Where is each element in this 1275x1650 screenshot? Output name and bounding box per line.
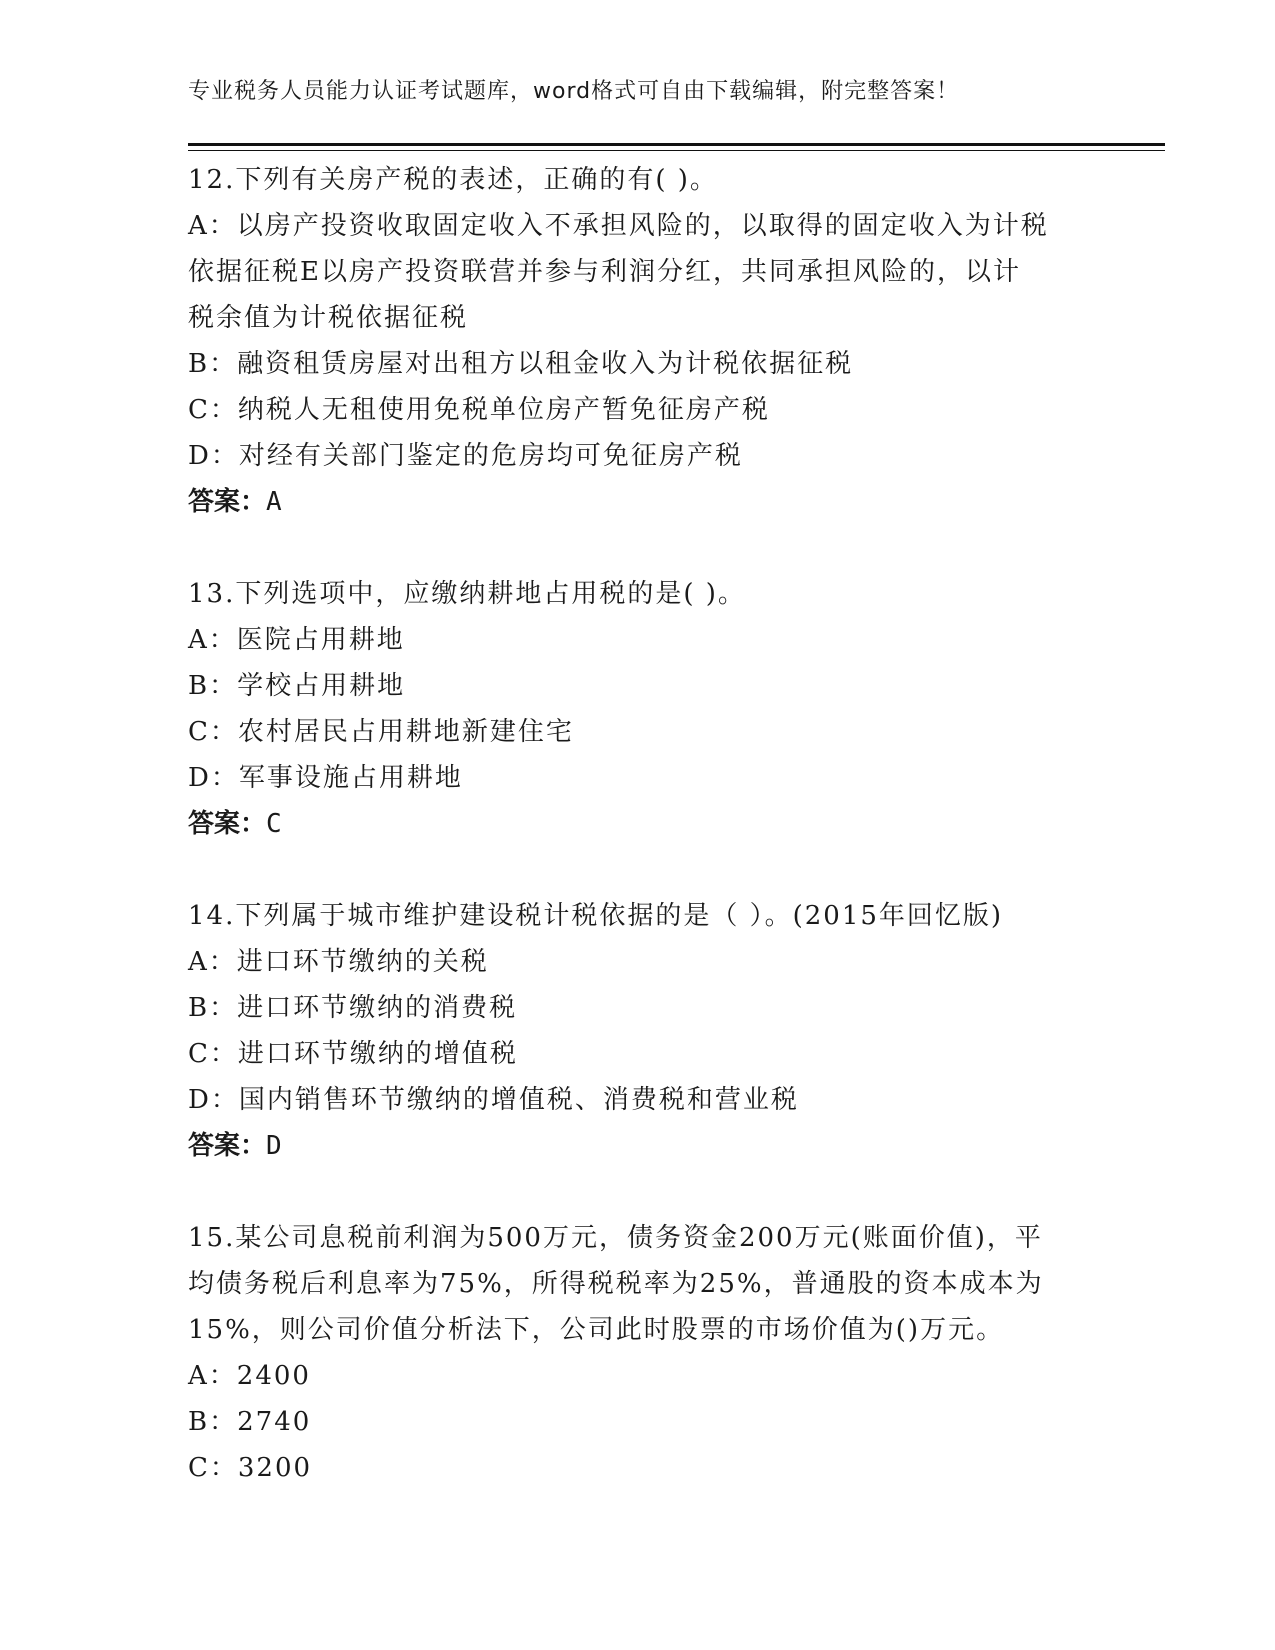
question-stem: 13.下列选项中，应缴纳耕地占用税的是( )。 (188, 579, 746, 609)
answer-label: 答案： (188, 487, 267, 517)
question-stem-cont: 均债务税后利息率为75%，所得税税率为25%，普通股的资本成本为 (188, 1269, 1044, 1299)
option-c: C：3200 (188, 1453, 313, 1483)
question-stem: 14.下列属于城市维护建设税计税依据的是（ ）。(2015年回忆版) (188, 901, 1004, 931)
answer-value: D (266, 1131, 282, 1161)
question-block (188, 157, 1088, 525)
question-list (188, 157, 1088, 1491)
option-b: B：融资租赁房屋对出租方以租金收入为计税依据征税 (188, 349, 854, 379)
question-stem-cont: 15%，则公司价值分析法下，公司此时股票的市场价值为()万元。 (188, 1315, 1005, 1345)
answer-line (188, 801, 1088, 847)
page-header: 专业税务人员能力认证考试题库，word格式可自由下载编辑，附完整答案！ (188, 79, 960, 104)
question-block (188, 571, 1088, 847)
answer-label: 答案： (188, 1131, 267, 1161)
option-a: A：进口环节缴纳的关税 (188, 947, 489, 977)
option-c: C：农村居民占用耕地新建住宅 (188, 717, 574, 747)
option-d: D：军事设施占用耕地 (188, 763, 463, 793)
option-a: A：2400 (188, 1361, 311, 1391)
option-b: B：进口环节缴纳的消费税 (188, 993, 518, 1023)
option-a-cont: 依据征税E以房产投资联营并参与利润分红，共同承担风险的，以计 (188, 257, 1021, 287)
question-block (188, 893, 1088, 1169)
option-c: C：进口环节缴纳的增值税 (188, 1039, 518, 1069)
header-rule-thin (188, 150, 1165, 151)
answer-line (188, 1123, 1088, 1169)
option-a-cont: 税余值为计税依据征税 (188, 303, 469, 333)
answer-label: 答案： (188, 809, 267, 839)
option-d: D：国内销售环节缴纳的增值税、消费税和营业税 (188, 1085, 799, 1115)
option-a: A：医院占用耕地 (188, 625, 405, 655)
answer-value: C (266, 809, 282, 839)
answer-value: A (266, 487, 282, 517)
question-block (188, 1215, 1088, 1491)
question-stem: 15.某公司息税前利润为500万元，债务资金200万元(账面价值)，平 (188, 1223, 1043, 1253)
question-stem: 12.下列有关房产税的表述，正确的有( )。 (188, 165, 718, 195)
option-d: D：对经有关部门鉴定的危房均可免征房产税 (188, 441, 743, 471)
option-b: B：学校占用耕地 (188, 671, 406, 701)
answer-line (188, 479, 1088, 525)
header-rule-thick (188, 143, 1165, 146)
option-b: B：2740 (188, 1407, 312, 1437)
option-a: A：以房产投资收取固定收入不承担风险的，以取得的固定收入为计税 (188, 211, 1049, 241)
option-c: C：纳税人无租使用免税单位房产暂免征房产税 (188, 395, 770, 425)
